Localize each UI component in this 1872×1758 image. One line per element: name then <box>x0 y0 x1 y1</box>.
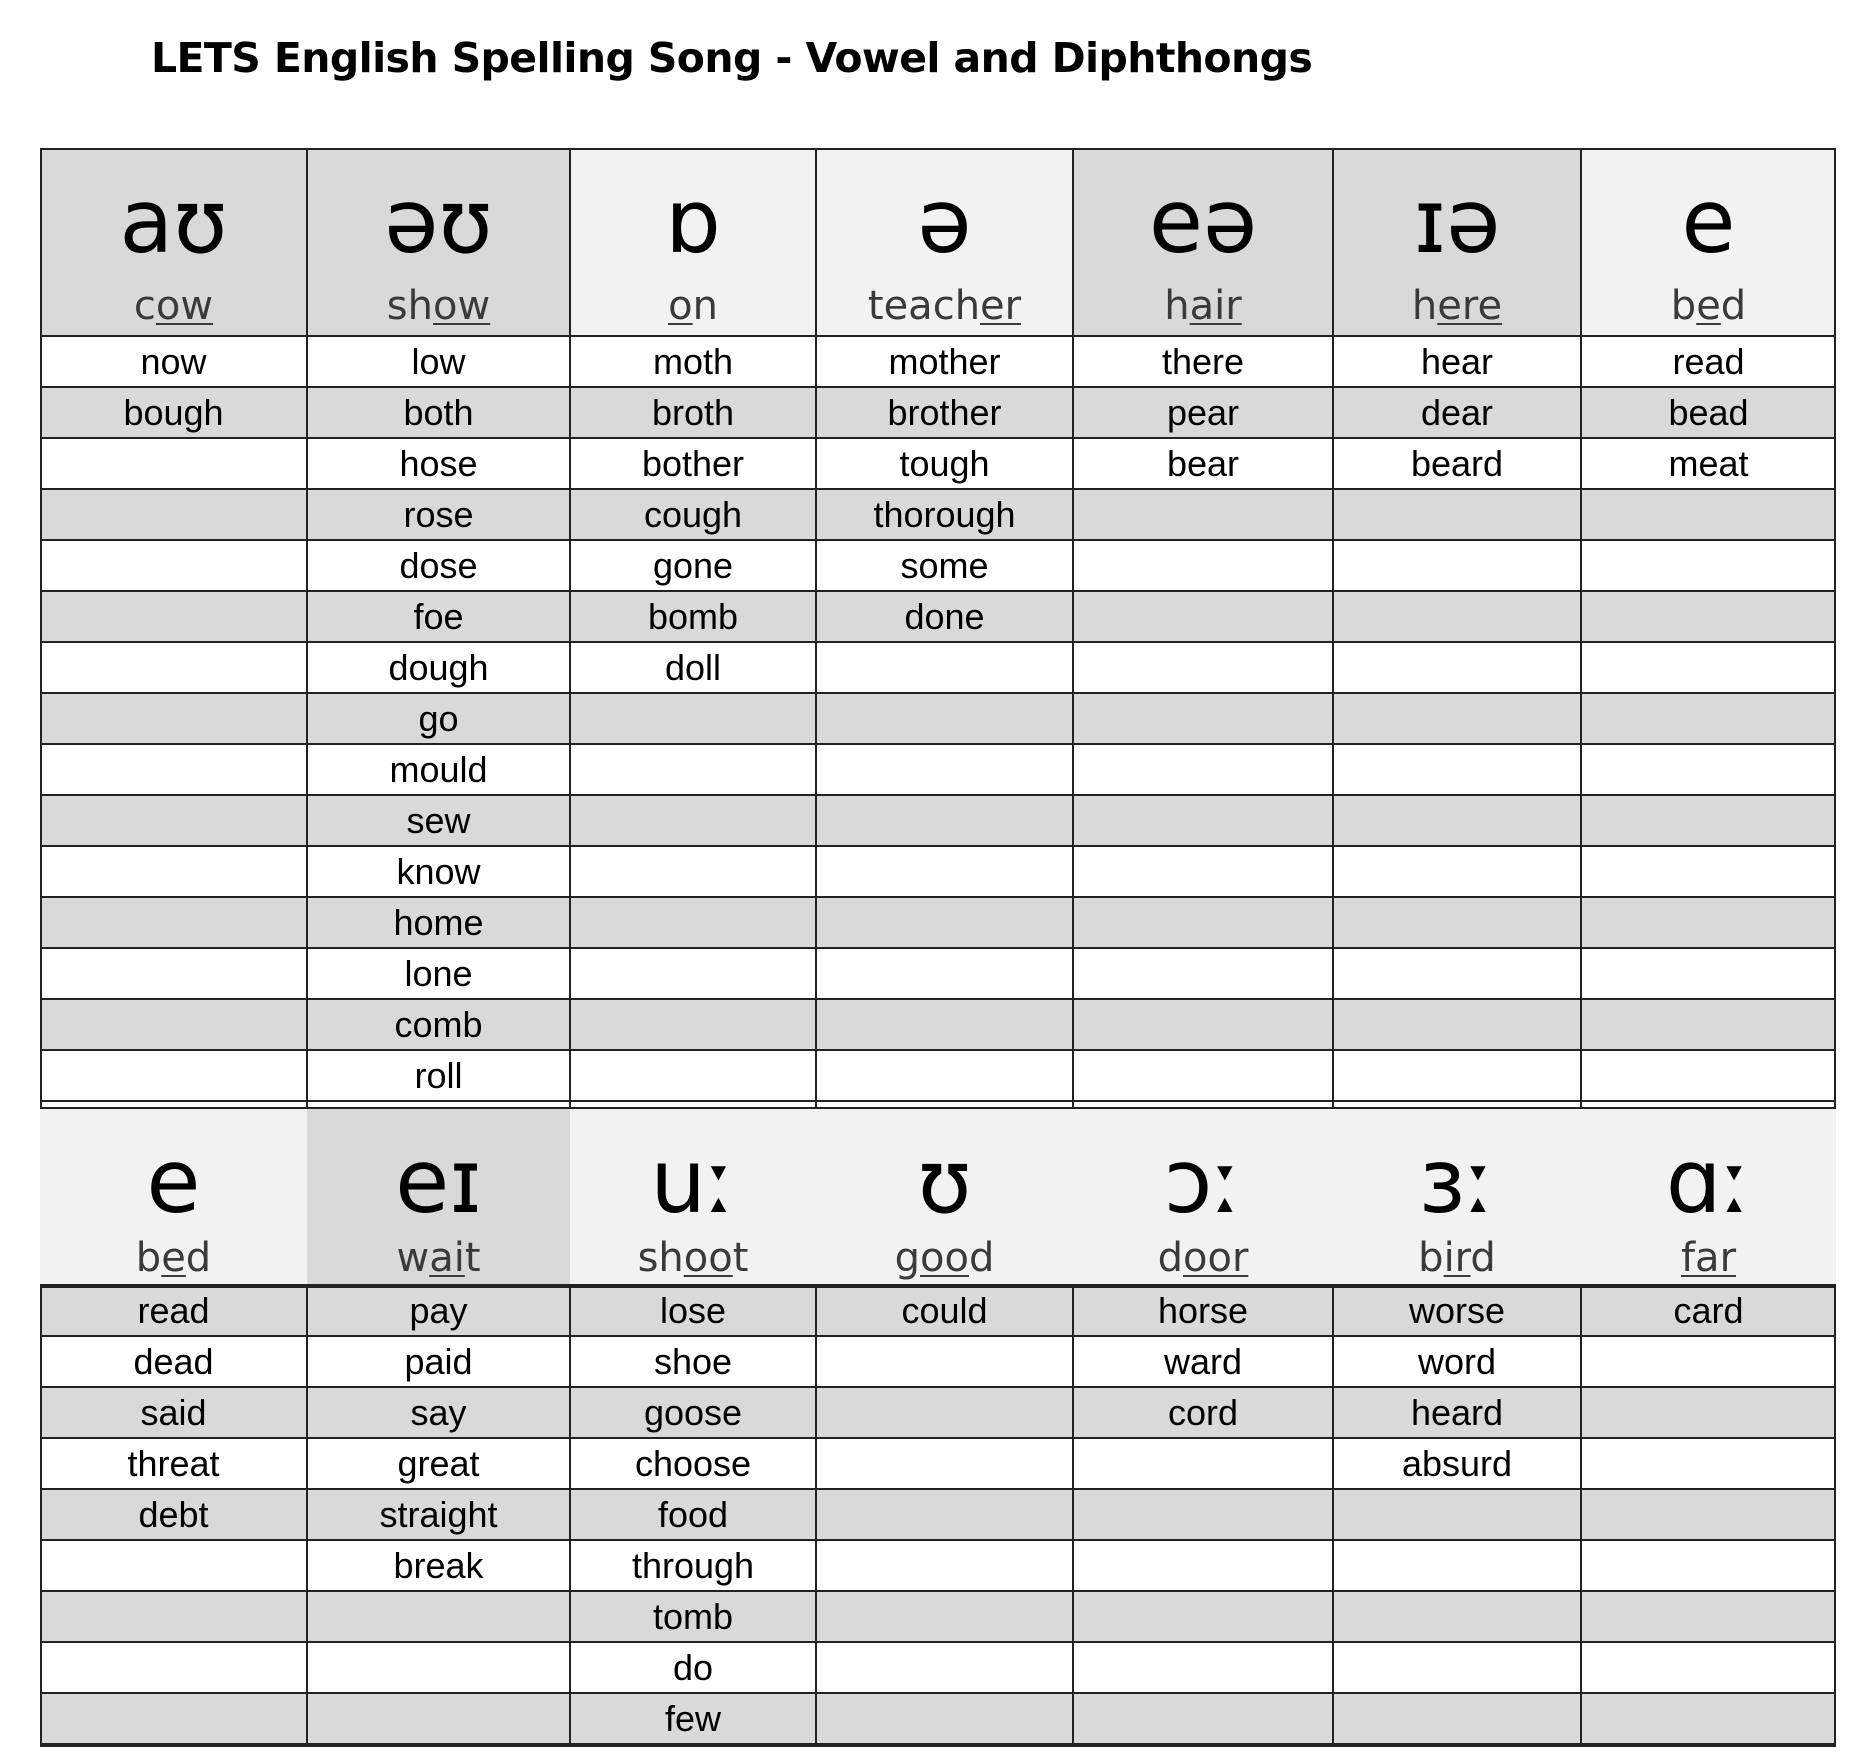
word-cell: absurd <box>1333 1439 1581 1490</box>
word-cell <box>570 1000 816 1051</box>
word-cell <box>1333 898 1581 949</box>
word-cell <box>40 1541 307 1592</box>
ipa-symbol: e <box>146 1130 201 1233</box>
word-cell: said <box>40 1388 307 1439</box>
word-cell <box>816 1490 1073 1541</box>
word-cell: moth <box>570 337 816 388</box>
word-cell <box>1333 1051 1581 1102</box>
word-cell <box>1073 490 1333 541</box>
word-cell <box>570 1051 816 1102</box>
word-cell <box>816 1592 1073 1643</box>
vowel-table-top <box>40 148 1836 1102</box>
word-cell <box>1333 592 1581 643</box>
word-cell <box>1581 1490 1836 1541</box>
word-cell <box>40 694 307 745</box>
column-header <box>816 1108 1073 1286</box>
word-cell: ward <box>1073 1337 1333 1388</box>
word-cell: dead <box>40 1337 307 1388</box>
word-cell <box>816 1337 1073 1388</box>
word-cell: dose <box>307 541 570 592</box>
word-cell <box>816 1388 1073 1439</box>
word-cell <box>570 949 816 1000</box>
column-header <box>570 148 816 337</box>
word-cell: mould <box>307 745 570 796</box>
word-cell <box>40 490 307 541</box>
word-cell: foe <box>307 592 570 643</box>
word-cell: done <box>816 592 1073 643</box>
word-cell: break <box>307 1541 570 1592</box>
keyword: bird <box>1418 1235 1496 1281</box>
word-cell: bough <box>40 388 307 439</box>
word-cell: goose <box>570 1388 816 1439</box>
word-cell: food <box>570 1490 816 1541</box>
word-cell: tough <box>816 439 1073 490</box>
word-cell <box>1581 490 1836 541</box>
word-cell: do <box>570 1643 816 1694</box>
word-cell <box>1581 643 1836 694</box>
word-cell <box>1581 745 1836 796</box>
word-cell <box>816 1051 1073 1102</box>
word-cell: could <box>816 1286 1073 1337</box>
word-cell <box>1073 694 1333 745</box>
word-cell: sew <box>307 796 570 847</box>
word-cell <box>1333 1592 1581 1643</box>
word-cell <box>570 796 816 847</box>
keyword: teacher <box>867 283 1022 329</box>
word-cell <box>40 643 307 694</box>
word-cell: read <box>40 1286 307 1337</box>
keyword: hair <box>1164 283 1242 329</box>
word-cell: lone <box>307 949 570 1000</box>
word-cell: say <box>307 1388 570 1439</box>
word-cell <box>40 439 307 490</box>
word-cell <box>816 745 1073 796</box>
word-cell <box>816 1541 1073 1592</box>
word-cell <box>1073 1000 1333 1051</box>
keyword: shoot <box>637 1235 749 1281</box>
ipa-symbol: əʊ <box>384 170 493 273</box>
word-cell <box>1073 541 1333 592</box>
word-cell <box>307 1694 570 1745</box>
word-cell <box>307 1643 570 1694</box>
word-cell: paid <box>307 1337 570 1388</box>
word-cell <box>816 1000 1073 1051</box>
word-cell <box>1333 643 1581 694</box>
keyword: cow <box>133 283 214 329</box>
keyword: door <box>1157 1235 1249 1281</box>
word-cell: tomb <box>570 1592 816 1643</box>
word-cell <box>1581 898 1836 949</box>
word-cell: roll <box>307 1051 570 1102</box>
word-cell <box>1581 1694 1836 1745</box>
vowel-table-bottom <box>40 1108 1836 1745</box>
keyword: good <box>894 1235 995 1281</box>
word-cell <box>1581 1541 1836 1592</box>
word-cell: card <box>1581 1286 1836 1337</box>
ipa-symbol: ə <box>917 170 972 273</box>
page-title: LETS English Spelling Song - Vowel and Diphthongs <box>151 34 1313 82</box>
word-cell <box>1073 745 1333 796</box>
word-cell: know <box>307 847 570 898</box>
word-cell: both <box>307 388 570 439</box>
word-cell: rose <box>307 490 570 541</box>
word-cell <box>1073 1592 1333 1643</box>
word-cell <box>816 796 1073 847</box>
word-cell <box>1073 949 1333 1000</box>
column-header <box>1581 148 1836 337</box>
word-cell <box>1581 694 1836 745</box>
word-cell <box>1073 1694 1333 1745</box>
column-header <box>40 148 307 337</box>
word-cell <box>816 949 1073 1000</box>
word-cell <box>40 1643 307 1694</box>
word-cell: bomb <box>570 592 816 643</box>
word-cell: bother <box>570 439 816 490</box>
word-cell <box>1581 847 1836 898</box>
word-cell: straight <box>307 1490 570 1541</box>
word-cell <box>1073 1541 1333 1592</box>
word-cell <box>40 949 307 1000</box>
word-cell: dough <box>307 643 570 694</box>
word-cell <box>1581 1337 1836 1388</box>
ipa-symbol: aʊ <box>119 170 228 273</box>
word-cell <box>1581 796 1836 847</box>
word-cell <box>570 694 816 745</box>
word-cell: home <box>307 898 570 949</box>
word-cell: threat <box>40 1439 307 1490</box>
word-cell <box>1073 1439 1333 1490</box>
word-cell <box>1333 694 1581 745</box>
word-cell: horse <box>1073 1286 1333 1337</box>
word-cell <box>1333 541 1581 592</box>
word-cell <box>1333 1490 1581 1541</box>
column-header <box>816 148 1073 337</box>
word-cell <box>1073 592 1333 643</box>
word-cell <box>1581 1643 1836 1694</box>
word-cell: go <box>307 694 570 745</box>
word-cell <box>40 1592 307 1643</box>
ipa-symbol: ɪə <box>1413 170 1501 273</box>
keyword: here <box>1411 283 1503 329</box>
word-cell: doll <box>570 643 816 694</box>
word-cell <box>1333 796 1581 847</box>
word-cell: pay <box>307 1286 570 1337</box>
word-cell <box>40 898 307 949</box>
word-cell <box>570 898 816 949</box>
word-cell <box>40 745 307 796</box>
ipa-symbol: ɒ <box>665 170 721 273</box>
word-cell <box>1333 949 1581 1000</box>
word-cell: there <box>1073 337 1333 388</box>
word-cell <box>1581 949 1836 1000</box>
word-cell <box>1073 796 1333 847</box>
keyword: far <box>1680 1235 1737 1281</box>
word-cell: bear <box>1073 439 1333 490</box>
word-cell: few <box>570 1694 816 1745</box>
ipa-symbol: ʊ <box>917 1130 972 1233</box>
word-cell <box>816 643 1073 694</box>
word-cell: mother <box>816 337 1073 388</box>
word-cell <box>1333 847 1581 898</box>
word-cell <box>1073 1643 1333 1694</box>
word-cell <box>570 847 816 898</box>
word-cell <box>1333 745 1581 796</box>
word-cell: some <box>816 541 1073 592</box>
column-header <box>307 148 570 337</box>
word-cell: choose <box>570 1439 816 1490</box>
word-cell: debt <box>40 1490 307 1541</box>
ipa-symbol: eə <box>1148 170 1258 273</box>
keyword: on <box>668 283 718 329</box>
ipa-symbol: uː <box>650 1130 736 1233</box>
word-cell <box>1073 643 1333 694</box>
word-cell <box>1581 1592 1836 1643</box>
word-cell: word <box>1333 1337 1581 1388</box>
word-cell <box>1073 898 1333 949</box>
word-cell <box>1581 1439 1836 1490</box>
word-cell <box>1073 1490 1333 1541</box>
word-cell: comb <box>307 1000 570 1051</box>
column-header <box>40 1108 307 1286</box>
word-cell: read <box>1581 337 1836 388</box>
word-cell <box>1073 1051 1333 1102</box>
word-cell <box>307 1592 570 1643</box>
ipa-symbol: e <box>1681 170 1736 273</box>
word-cell: beard <box>1333 439 1581 490</box>
word-cell <box>816 1439 1073 1490</box>
keyword: wait <box>396 1235 481 1281</box>
column-header <box>1333 1108 1581 1286</box>
word-cell <box>40 592 307 643</box>
word-cell: shoe <box>570 1337 816 1388</box>
word-cell <box>40 847 307 898</box>
word-cell: gone <box>570 541 816 592</box>
word-cell: now <box>40 337 307 388</box>
word-cell: heard <box>1333 1388 1581 1439</box>
word-cell <box>1333 1643 1581 1694</box>
word-cell <box>1581 592 1836 643</box>
keyword: bed <box>1670 283 1747 329</box>
word-cell <box>816 847 1073 898</box>
word-cell: bead <box>1581 388 1836 439</box>
ipa-symbol: eɪ <box>395 1130 482 1233</box>
word-cell <box>816 898 1073 949</box>
word-cell <box>1333 1541 1581 1592</box>
keyword: bed <box>135 1235 212 1281</box>
word-cell <box>40 1051 307 1102</box>
word-cell <box>816 1643 1073 1694</box>
column-header <box>570 1108 816 1286</box>
column-header <box>1073 148 1333 337</box>
word-cell <box>40 541 307 592</box>
word-cell <box>1581 1051 1836 1102</box>
word-cell <box>1333 1694 1581 1745</box>
word-cell: great <box>307 1439 570 1490</box>
word-cell <box>816 694 1073 745</box>
word-cell <box>816 1694 1073 1745</box>
word-cell: cough <box>570 490 816 541</box>
word-cell <box>1581 1000 1836 1051</box>
ipa-symbol: ɑː <box>1665 1130 1752 1233</box>
word-cell <box>1333 490 1581 541</box>
word-cell <box>1581 1388 1836 1439</box>
column-header <box>1333 148 1581 337</box>
word-cell <box>40 796 307 847</box>
word-cell <box>1333 1000 1581 1051</box>
word-cell <box>40 1000 307 1051</box>
word-cell: broth <box>570 388 816 439</box>
word-cell: brother <box>816 388 1073 439</box>
word-cell: thorough <box>816 490 1073 541</box>
word-cell <box>1073 847 1333 898</box>
word-cell: pear <box>1073 388 1333 439</box>
word-cell: low <box>307 337 570 388</box>
word-cell: worse <box>1333 1286 1581 1337</box>
word-cell <box>1581 541 1836 592</box>
word-cell: hear <box>1333 337 1581 388</box>
word-cell: hose <box>307 439 570 490</box>
keyword: show <box>386 283 491 329</box>
word-cell: cord <box>1073 1388 1333 1439</box>
word-cell: through <box>570 1541 816 1592</box>
column-header <box>1073 1108 1333 1286</box>
word-cell: lose <box>570 1286 816 1337</box>
word-cell <box>570 745 816 796</box>
column-header <box>1581 1108 1836 1286</box>
word-cell: meat <box>1581 439 1836 490</box>
column-header <box>307 1108 570 1286</box>
ipa-symbol: ɔː <box>1164 1130 1242 1233</box>
word-cell: dear <box>1333 388 1581 439</box>
ipa-symbol: ɜː <box>1418 1130 1496 1233</box>
word-cell <box>40 1694 307 1745</box>
